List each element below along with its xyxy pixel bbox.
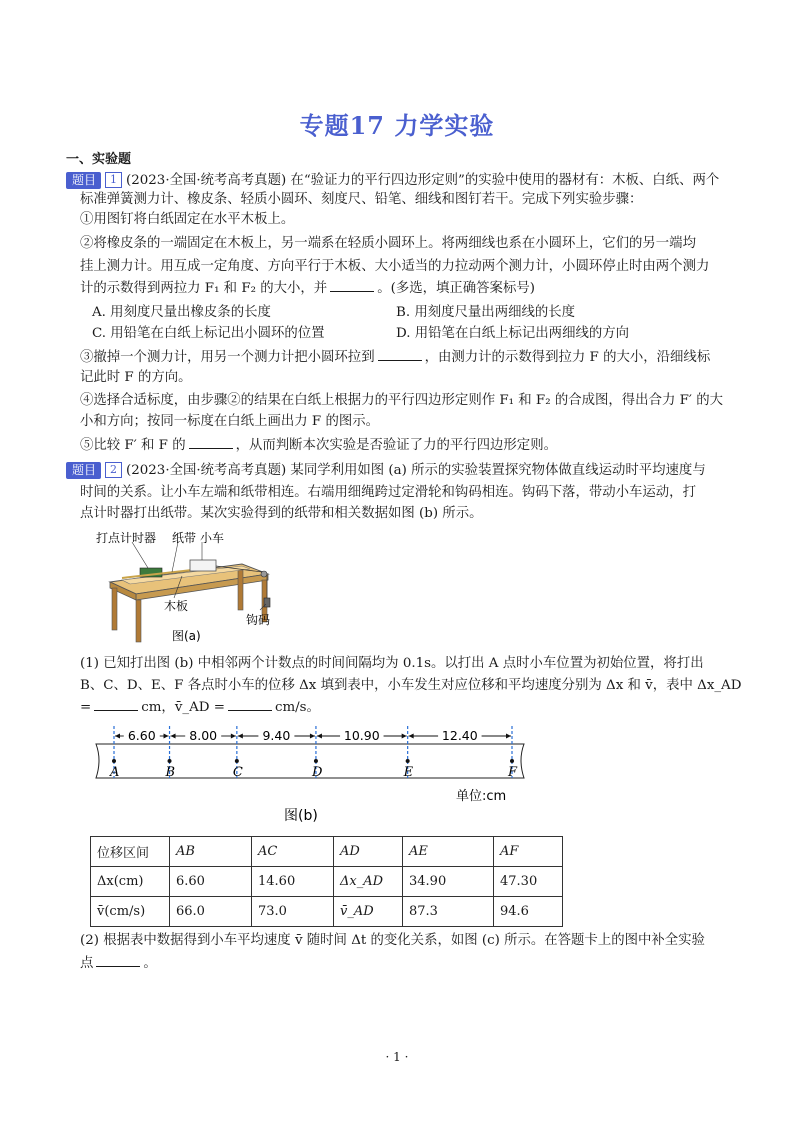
tape-dot [406, 759, 410, 763]
tape-dot [112, 759, 116, 763]
tape-unit-label: 单位:cm [456, 789, 507, 804]
tape-arrowhead [238, 734, 243, 739]
answer-blank [228, 698, 272, 711]
answer-blank [189, 436, 233, 449]
q1-line-5: 挂上测力计。用互成一定角度、方向平行于木板、大小适当的力拉动两个测力计，小圆环停止时由两个测力 [80, 259, 710, 274]
q2-line-3: 点计时器打出纸带。某次实验得到的纸带和相关数据如图 (b) 所示。 [80, 506, 483, 521]
q2-line-2: 时间的关系。让小车左端和纸带相连。右端用细绳跨过定滑轮和钩码相连。钩码下落，带动小车运动，打 [80, 485, 696, 500]
label-board: 木板 [164, 599, 189, 613]
tape-arrowhead [506, 734, 511, 739]
tape-point-label: C [232, 765, 243, 780]
tape-segment-label: 8.00 [189, 728, 218, 743]
tape-dot [510, 759, 514, 763]
car [190, 560, 216, 571]
tape-dot [314, 759, 318, 763]
figure-b-caption: 图(b) [284, 808, 318, 824]
tape-segment-label: 12.40 [441, 728, 478, 743]
tape-dot [168, 759, 172, 763]
label-tape: 纸带 [172, 531, 197, 545]
q1-step-3: ③撤掉一个测力计，用另一个测力计把小圆环拉到 ，由测力计的示数得到拉力 F 的大小，沿细线标 [80, 350, 711, 365]
q1-step-1: ①用图钉将白纸固定在水平木板上。 [80, 212, 295, 227]
tape-arrowhead [409, 734, 414, 739]
answer-blank [94, 698, 138, 711]
tape-arrowhead [317, 734, 322, 739]
label-weight: 钩码 [246, 613, 271, 627]
tape-outline [96, 744, 524, 778]
answer-blank [96, 954, 140, 967]
q1-option-a: A. 用刻度尺量出橡皮条的长度 [92, 305, 271, 320]
q1-line-1: 题目 1 (2023·全国·统考高考真题) 在“验证力的平行四边形定则”的实验中使用的器材有：木板、白纸、两个 [66, 172, 719, 190]
q1-step-2: ②将橡皮条的一端固定在木板上，另一端系在轻质小圆环上。将两细线也系在小圆环上，它们的另一端均 [80, 236, 696, 251]
q2-line-1: 题目 2 (2023·全国·统考高考真题) 某同学利用如图 (a) 所示的实验装置探究物体做直线运动时平均速度与 [66, 462, 706, 480]
answer-blank [378, 348, 422, 361]
q1-line-6: 计的示数得到两拉力 F₁ 和 F₂ 的大小，并 。(多选，填正确答案标号) [80, 281, 535, 296]
figure-b-tape [88, 724, 538, 824]
page-number: · 1 · [385, 1050, 409, 1064]
tape-segment-label: 6.60 [127, 728, 156, 743]
table-row: 位移区间 AB AC AD AE AF [91, 837, 563, 867]
q1-option-c: C. 用铅笔在白纸上标记出小圆环的位置 [92, 326, 325, 341]
tape-arrowhead [310, 734, 315, 739]
q1-step-4: ④选择合适标度，由步骤②的结果在白纸上根据力的平行四边形定则作 F₁ 和 F₂ 的合成图，得出合力 F′ 的大 [80, 393, 723, 408]
table-leg [238, 570, 243, 610]
question-tag: 题目 [66, 172, 101, 189]
label-timer: 打点计时器 [96, 531, 157, 545]
table-row: Δx(cm) 6.60 14.60 Δx_AD 34.90 47.30 [91, 867, 563, 897]
section-heading: 一、实验题 [66, 152, 132, 167]
tape-segment-label: 9.40 [262, 728, 291, 743]
figure-a-apparatus [92, 530, 292, 645]
tape-arrowhead [402, 734, 407, 739]
q1-line-2: 标准弹簧测力计、橡皮条、轻质小圆环、刻度尺、铅笔、细线和图钉若干。完成下列实验步骤： [80, 192, 643, 207]
q2-part2-line-2: 点 。 [80, 956, 157, 971]
tape-arrowhead [164, 734, 169, 739]
tape-point-label: A [110, 765, 120, 780]
q1-step-4-cont: 小和方向；按同一标度在白纸上画出力 F 的图示。 [80, 414, 380, 429]
figure-a-caption: 图(a) [172, 629, 201, 643]
q1-step-3-cont: 记此时 F 的方向。 [80, 370, 192, 385]
tape-arrowhead [171, 734, 176, 739]
question-tag: 题目 [66, 462, 101, 479]
tape-point-label: B [165, 765, 176, 780]
q2-part1-line-2: B、C、D、E、F 各点时小车的位移 Δx 填到表中，小车发生对应位移和平均速度分别为 Δx 和 v̄，表中 Δx_AD [80, 678, 742, 693]
q1-step-5: ⑤比较 F′ 和 F 的 ，从而判断本次实验是否验证了力的平行四边形定则。 [80, 438, 557, 453]
tape-dot [235, 759, 239, 763]
tape-arrowhead [231, 734, 236, 739]
table-leg [112, 588, 117, 630]
q1-option-d: D. 用铅笔在白纸上标记出两细线的方向 [396, 326, 630, 341]
pulley [261, 571, 267, 577]
tape-segment-label: 10.90 [343, 728, 380, 743]
weight [264, 598, 270, 607]
label-car: 小车 [200, 531, 225, 545]
tape-point-label: F [508, 765, 518, 780]
q2-part2-line-1: (2) 根据表中数据得到小车平均速度 v̄ 随时间 Δt 的变化关系，如图 (c) 所示。在答题卡上的图中补全实验 [80, 933, 705, 948]
data-table [90, 836, 563, 927]
q2-part1-line-1: (1) 已知打出图 (b) 中相邻两个计数点的时间间隔均为 0.1s。以打出 A 点时小车位置为初始位置，将打出 [80, 656, 704, 671]
question-number: 1 [105, 172, 122, 188]
q1-option-b: B. 用刻度尺量出两细线的长度 [396, 305, 576, 320]
table-leg [136, 600, 141, 642]
page-title: 专题17 力学实验 [299, 111, 495, 140]
q2-part1-line-3: = cm，v̄_AD = cm/s。 [80, 700, 320, 715]
table-row: v̄(cm/s) 66.0 73.0 v̄_AD 87.3 94.6 [91, 897, 563, 927]
tape-point-label: E [403, 765, 414, 780]
answer-blank [330, 279, 374, 292]
tape-arrowhead [115, 734, 120, 739]
tape-point-label: D [311, 765, 323, 780]
question-number: 2 [105, 462, 122, 478]
